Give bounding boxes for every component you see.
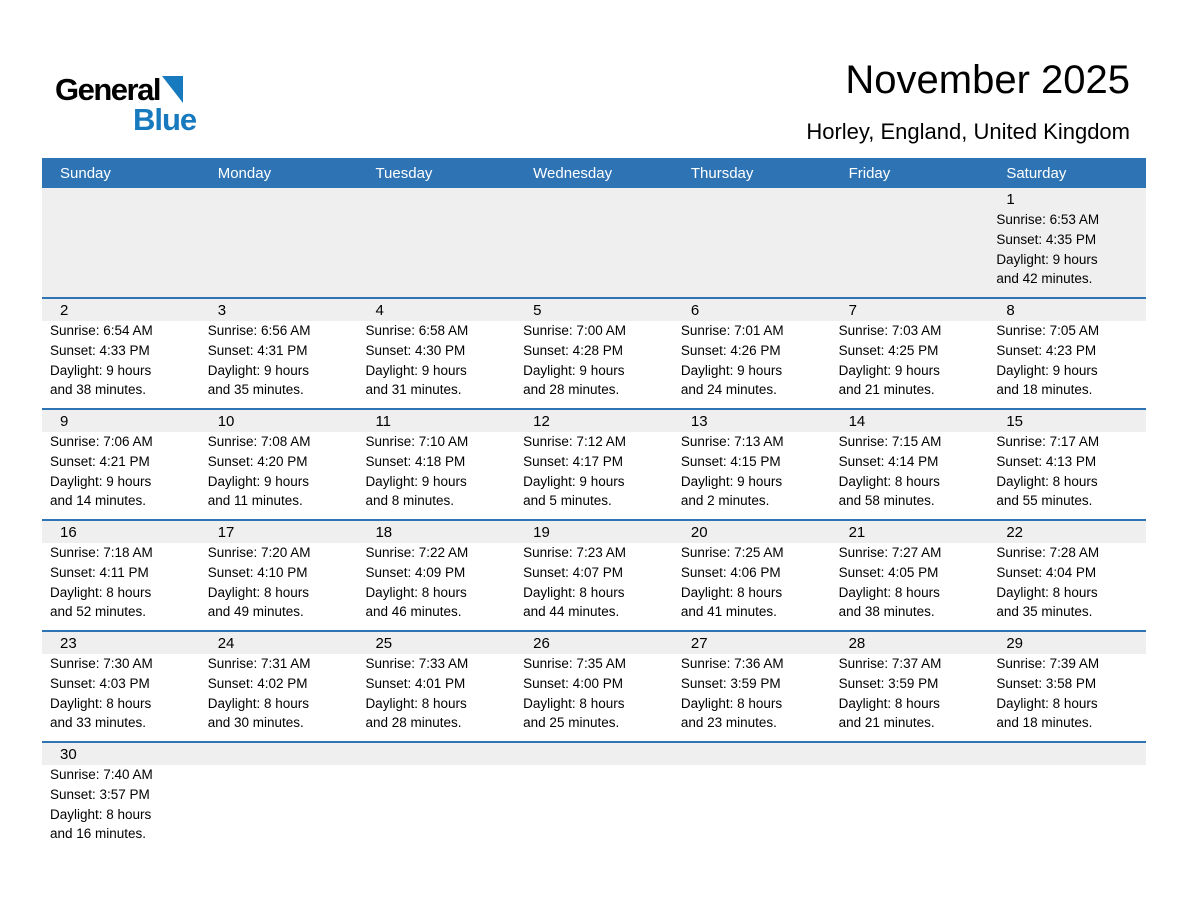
day-number: 14 (831, 410, 989, 432)
sunrise-text: Sunrise: 7:15 AM (838, 434, 942, 449)
sunrise-text: Sunrise: 7:06 AM (50, 434, 153, 449)
sunset-text: Sunset: 4:18 PM (365, 453, 466, 469)
day-cell-9 (42, 410, 200, 519)
sunrise-text: Sunrise: 6:54 AM (50, 323, 153, 338)
logo-text-blue: Blue (133, 102, 197, 137)
week-row (42, 188, 1146, 297)
sunrise-text: Sunrise: 7:00 AM (523, 323, 626, 338)
sunrise-text: Sunrise: 7:25 AM (680, 545, 784, 560)
daylight-minutes-text: and 55 minutes. (996, 493, 1093, 509)
sunrise-text: Sunrise: 7:28 AM (996, 545, 1100, 560)
sunrise-text: Sunrise: 7:22 AM (365, 545, 469, 560)
weekday-header-row (42, 158, 1146, 188)
day-number: 25 (357, 632, 515, 654)
daylight-minutes-text: and 2 minutes. (680, 493, 770, 509)
day-number: 1 (988, 188, 1146, 210)
day-number: 10 (200, 410, 358, 432)
week-row (42, 297, 1146, 408)
daylight-hours-text: Daylight: 8 hours (680, 695, 783, 711)
sunset-text: Sunset: 4:35 PM (996, 231, 1097, 247)
sunset-text: Sunset: 4:30 PM (365, 342, 466, 358)
sunrise-text: Sunrise: 7:27 AM (838, 545, 942, 560)
day-number (357, 188, 515, 210)
day-number: 15 (988, 410, 1146, 432)
daylight-minutes-text: and 18 minutes. (996, 715, 1093, 731)
daylight-hours-text: Daylight: 9 hours (996, 362, 1098, 378)
daylight-minutes-text: and 21 minutes. (838, 715, 935, 731)
sunset-text: Sunset: 4:15 PM (680, 453, 781, 469)
day-cell-27 (673, 632, 831, 741)
sunset-text: Sunset: 4:20 PM (207, 453, 308, 469)
weekday-friday: Friday (848, 164, 891, 182)
sunrise-text: Sunrise: 7:03 AM (838, 323, 942, 338)
day-number: 22 (988, 521, 1146, 543)
empty-day-cell (673, 743, 831, 863)
daylight-minutes-text: and 14 minutes. (50, 493, 147, 509)
day-cell-15 (988, 410, 1146, 519)
day-number: 26 (515, 632, 673, 654)
day-number (831, 743, 989, 765)
day-number: 21 (831, 521, 989, 543)
day-number: 7 (831, 299, 989, 321)
empty-day-cell (42, 188, 200, 297)
day-cell-18 (357, 521, 515, 630)
sunrise-text: Sunrise: 7:17 AM (996, 434, 1100, 449)
header-titles (806, 58, 1130, 145)
day-cell-11 (357, 410, 515, 519)
daylight-hours-text: Daylight: 8 hours (207, 584, 310, 600)
daylight-minutes-text: and 38 minutes. (838, 604, 935, 620)
day-number: 28 (831, 632, 989, 654)
week-row (42, 630, 1146, 741)
daylight-hours-text: Daylight: 8 hours (50, 806, 152, 822)
day-number (42, 188, 200, 210)
sunrise-text: Sunrise: 7:30 AM (50, 656, 153, 671)
day-number: 30 (42, 743, 200, 765)
sunset-text: Sunset: 4:31 PM (207, 342, 308, 358)
daylight-hours-text: Daylight: 9 hours (523, 473, 625, 489)
sunrise-text: Sunrise: 7:08 AM (207, 434, 311, 449)
day-cell-14 (831, 410, 989, 519)
sunrise-text: Sunrise: 7:33 AM (365, 656, 469, 671)
empty-day-cell (831, 743, 989, 863)
daylight-hours-text: Daylight: 9 hours (207, 362, 310, 378)
sunrise-text: Sunrise: 7:20 AM (207, 545, 311, 560)
day-cell-1 (988, 188, 1146, 297)
day-cell-13 (673, 410, 831, 519)
sunrise-text: Sunrise: 6:53 AM (996, 212, 1100, 227)
day-number: 8 (988, 299, 1146, 321)
daylight-hours-text: Daylight: 9 hours (523, 362, 625, 378)
daylight-minutes-text: and 31 minutes. (365, 382, 462, 398)
daylight-hours-text: Daylight: 8 hours (996, 473, 1098, 489)
sunset-text: Sunset: 4:17 PM (523, 453, 623, 469)
sunrise-text: Sunrise: 7:18 AM (50, 545, 153, 560)
empty-day-cell (515, 188, 673, 297)
sunset-text: Sunset: 4:23 PM (996, 342, 1097, 358)
day-number: 12 (515, 410, 673, 432)
day-number: 16 (42, 521, 200, 543)
week-row (42, 519, 1146, 630)
day-number: 9 (42, 410, 200, 432)
sunset-text: Sunset: 3:59 PM (680, 675, 781, 691)
weekday-tuesday: Tuesday (375, 164, 433, 182)
daylight-minutes-text: and 11 minutes. (207, 493, 303, 509)
daylight-minutes-text: and 24 minutes. (680, 382, 777, 398)
daylight-minutes-text: and 49 minutes. (207, 604, 304, 620)
weekday-saturday: Saturday (1006, 164, 1067, 182)
weekday-monday: Monday (217, 164, 272, 182)
day-cell-30 (42, 743, 200, 863)
sunset-text: Sunset: 4:06 PM (680, 564, 781, 580)
empty-day-cell (200, 188, 358, 297)
sunset-text: Sunset: 4:07 PM (523, 564, 623, 580)
sunrise-text: Sunrise: 7:37 AM (838, 656, 942, 671)
day-number: 29 (988, 632, 1146, 654)
day-cell-7 (831, 299, 989, 408)
empty-day-cell (357, 743, 515, 863)
daylight-hours-text: Daylight: 8 hours (996, 695, 1098, 711)
day-number (200, 188, 358, 210)
day-cell-20 (673, 521, 831, 630)
sunset-text: Sunset: 4:26 PM (680, 342, 781, 358)
week-row (42, 408, 1146, 519)
day-number: 27 (673, 632, 831, 654)
daylight-minutes-text: and 38 minutes. (50, 382, 147, 398)
daylight-hours-text: Daylight: 9 hours (50, 473, 152, 489)
empty-day-cell (831, 188, 989, 297)
week-row (42, 741, 1146, 863)
empty-day-cell (673, 188, 831, 297)
daylight-hours-text: Daylight: 9 hours (680, 473, 783, 489)
day-number: 24 (200, 632, 358, 654)
sunset-text: Sunset: 4:13 PM (996, 453, 1097, 469)
daylight-hours-text: Daylight: 8 hours (523, 584, 625, 600)
day-number: 23 (42, 632, 200, 654)
day-cell-19 (515, 521, 673, 630)
daylight-minutes-text: and 46 minutes. (365, 604, 462, 620)
sunset-text: Sunset: 4:10 PM (207, 564, 308, 580)
day-cell-28 (831, 632, 989, 741)
daylight-hours-text: Daylight: 8 hours (680, 584, 783, 600)
sunrise-text: Sunrise: 7:35 AM (523, 656, 626, 671)
day-number (357, 743, 515, 765)
day-number: 20 (673, 521, 831, 543)
sunrise-text: Sunrise: 7:23 AM (523, 545, 626, 560)
daylight-minutes-text: and 33 minutes. (50, 715, 147, 731)
empty-day-cell (988, 743, 1146, 863)
daylight-minutes-text: and 52 minutes. (50, 604, 147, 620)
sunset-text: Sunset: 4:14 PM (838, 453, 939, 469)
sunrise-text: Sunrise: 6:56 AM (207, 323, 311, 338)
daylight-hours-text: Daylight: 8 hours (523, 695, 625, 711)
daylight-minutes-text: and 30 minutes. (207, 715, 304, 731)
day-cell-5 (515, 299, 673, 408)
sunset-text: Sunset: 3:58 PM (996, 675, 1097, 691)
daylight-minutes-text: and 44 minutes. (523, 604, 620, 620)
daylight-hours-text: Daylight: 8 hours (838, 473, 940, 489)
daylight-hours-text: Daylight: 9 hours (996, 251, 1098, 267)
sunrise-text: Sunrise: 7:10 AM (365, 434, 469, 449)
page-title: November 2025 (845, 58, 1130, 102)
sunrise-text: Sunrise: 7:13 AM (680, 434, 784, 449)
daylight-minutes-text: and 23 minutes. (680, 715, 777, 731)
daylight-hours-text: Daylight: 8 hours (365, 584, 467, 600)
day-number (200, 743, 358, 765)
day-cell-16 (42, 521, 200, 630)
day-cell-24 (200, 632, 358, 741)
day-cell-23 (42, 632, 200, 741)
daylight-minutes-text: and 41 minutes. (680, 604, 777, 620)
sunrise-text: Sunrise: 7:12 AM (523, 434, 626, 449)
empty-day-cell (200, 743, 358, 863)
page-subtitle: Horley, England, United Kingdom (806, 119, 1130, 144)
day-number: 3 (200, 299, 358, 321)
day-cell-8 (988, 299, 1146, 408)
weekday-thursday: Thursday (690, 164, 754, 182)
day-cell-3 (200, 299, 358, 408)
daylight-minutes-text: and 25 minutes. (523, 715, 620, 731)
day-cell-4 (357, 299, 515, 408)
day-number (515, 743, 673, 765)
day-cell-2 (42, 299, 200, 408)
day-cell-29 (988, 632, 1146, 741)
daylight-hours-text: Daylight: 9 hours (207, 473, 310, 489)
day-number (831, 188, 989, 210)
sunset-text: Sunset: 4:28 PM (523, 342, 623, 358)
daylight-minutes-text: and 18 minutes. (996, 382, 1093, 398)
day-number: 18 (357, 521, 515, 543)
daylight-hours-text: Daylight: 8 hours (365, 695, 467, 711)
sunrise-text: Sunrise: 7:31 AM (207, 656, 311, 671)
weekday-wednesday: Wednesday (533, 164, 613, 182)
daylight-hours-text: Daylight: 9 hours (365, 473, 467, 489)
daylight-hours-text: Daylight: 8 hours (838, 695, 940, 711)
logo-text-general: General (55, 72, 160, 107)
daylight-hours-text: Daylight: 8 hours (207, 695, 310, 711)
day-cell-22 (988, 521, 1146, 630)
day-cell-21 (831, 521, 989, 630)
day-cell-12 (515, 410, 673, 519)
sunrise-text: Sunrise: 6:58 AM (365, 323, 469, 338)
calendar (42, 158, 1146, 863)
sunrise-text: Sunrise: 7:36 AM (680, 656, 784, 671)
empty-day-cell (357, 188, 515, 297)
sunrise-text: Sunrise: 7:05 AM (996, 323, 1100, 338)
sunset-text: Sunset: 4:05 PM (838, 564, 939, 580)
day-number: 11 (357, 410, 515, 432)
sunset-text: Sunset: 4:03 PM (50, 675, 150, 691)
day-number (673, 743, 831, 765)
sunset-text: Sunset: 4:25 PM (838, 342, 939, 358)
daylight-hours-text: Daylight: 8 hours (50, 695, 152, 711)
day-number: 4 (357, 299, 515, 321)
daylight-hours-text: Daylight: 9 hours (50, 362, 152, 378)
sunset-text: Sunset: 4:21 PM (50, 453, 150, 469)
sunset-text: Sunset: 3:59 PM (838, 675, 939, 691)
daylight-minutes-text: and 58 minutes. (838, 493, 935, 509)
sunset-text: Sunset: 4:04 PM (996, 564, 1097, 580)
daylight-minutes-text: and 35 minutes. (207, 382, 304, 398)
day-cell-26 (515, 632, 673, 741)
day-number (515, 188, 673, 210)
daylight-minutes-text: and 42 minutes. (996, 271, 1093, 287)
sunrise-text: Sunrise: 7:39 AM (996, 656, 1100, 671)
daylight-minutes-text: and 5 minutes. (523, 493, 612, 509)
day-number: 6 (673, 299, 831, 321)
day-cell-10 (200, 410, 358, 519)
sunset-text: Sunset: 4:01 PM (365, 675, 466, 691)
day-number: 5 (515, 299, 673, 321)
sunrise-text: Sunrise: 7:01 AM (680, 323, 784, 338)
day-cell-25 (357, 632, 515, 741)
daylight-hours-text: Daylight: 9 hours (680, 362, 783, 378)
daylight-minutes-text: and 8 minutes. (365, 493, 454, 509)
daylight-minutes-text: and 16 minutes. (50, 826, 147, 842)
calendar-body (42, 188, 1146, 863)
day-number (988, 743, 1146, 765)
day-cell-6 (673, 299, 831, 408)
day-number: 2 (42, 299, 200, 321)
sunrise-text: Sunrise: 7:40 AM (50, 767, 153, 782)
day-number: 13 (673, 410, 831, 432)
day-cell-17 (200, 521, 358, 630)
daylight-minutes-text: and 28 minutes. (523, 382, 620, 398)
sunset-text: Sunset: 4:11 PM (50, 564, 149, 580)
daylight-hours-text: Daylight: 8 hours (996, 584, 1098, 600)
day-number: 17 (200, 521, 358, 543)
daylight-minutes-text: and 21 minutes. (838, 382, 935, 398)
general-blue-logo (55, 74, 196, 135)
weekday-sunday: Sunday (60, 164, 111, 182)
empty-day-cell (515, 743, 673, 863)
sunset-text: Sunset: 4:33 PM (50, 342, 150, 358)
daylight-minutes-text: and 35 minutes. (996, 604, 1093, 620)
daylight-hours-text: Daylight: 9 hours (365, 362, 467, 378)
daylight-hours-text: Daylight: 9 hours (838, 362, 940, 378)
day-number (673, 188, 831, 210)
sunset-text: Sunset: 4:02 PM (207, 675, 308, 691)
sunset-text: Sunset: 4:09 PM (365, 564, 466, 580)
daylight-minutes-text: and 28 minutes. (365, 715, 462, 731)
sunset-text: Sunset: 3:57 PM (50, 786, 150, 802)
sunset-text: Sunset: 4:00 PM (523, 675, 623, 691)
daylight-hours-text: Daylight: 8 hours (838, 584, 940, 600)
daylight-hours-text: Daylight: 8 hours (50, 584, 152, 600)
day-number: 19 (515, 521, 673, 543)
